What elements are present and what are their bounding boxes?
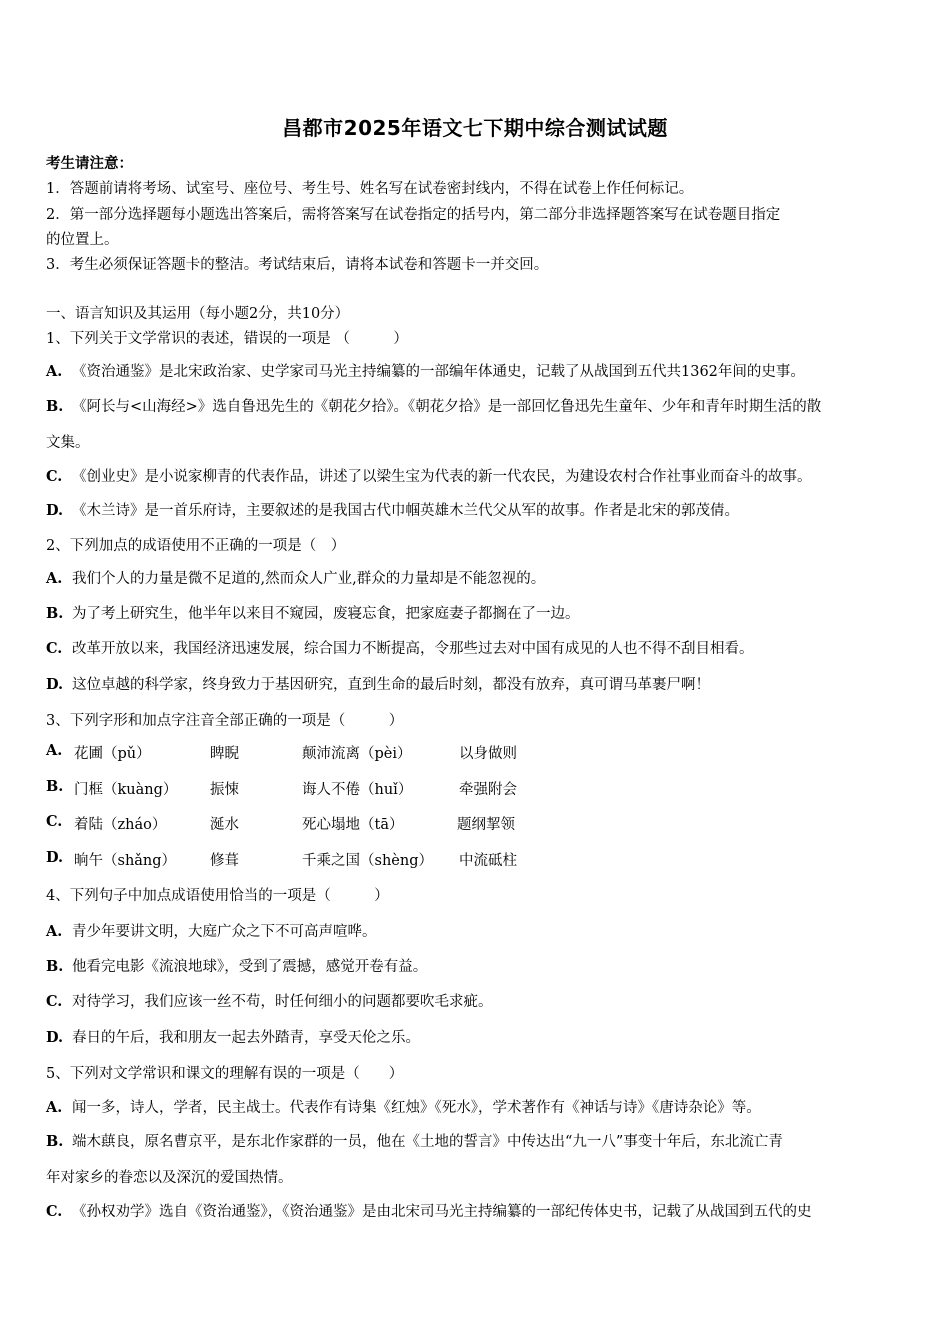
question-2-stem: 2、下列加点的成语使用不正确的一项是（ ） xyxy=(46,538,346,554)
q2-option-a: A. 我们个人的力量是微不足道的,然而众人广业,群众的力量却是不能忽视的。 xyxy=(46,570,546,587)
question-5-stem: 5、下列对文学常识和课文的理解有误的一项是（ ） xyxy=(46,1066,404,1082)
q4-option-a: A. 青少年要讲文明，大庭广众之下不可高声喧哗。 xyxy=(46,923,377,940)
q1-option-c: C. 《创业史》是小说家柳青的代表作品，讲述了以梁生宝为代表的新一代农民，为建设农村合作社事业而奋斗的故事。 xyxy=(46,468,812,485)
q2-option-b: B. 为了考上研究生，他半年以来目不窥园，废寝忘食，把家庭妻子都搁在了一边。 xyxy=(46,605,580,622)
section-heading: 一、语言知识及其运用（每小题2分，共10分） xyxy=(46,306,350,322)
q5-option-b-cont: 年对家乡的眷恋以及深沉的爱国热情。 xyxy=(46,1170,293,1186)
q1-option-a: A. 《资治通鉴》是北宋政治家、史学家司马光主持编纂的一部编年体通史，记载了从战国到五代共1362年间的史事。 xyxy=(46,363,805,380)
q1-option-d: D. 《木兰诗》是一首乐府诗，主要叙述的是我国古代巾帼英雄木兰代父从军的故事。作者是北宋的郭茂倩。 xyxy=(46,502,739,519)
question-1-stem: 1、下列关于文学常识的表述，错误的一项是 （ ） xyxy=(46,331,408,347)
q2-option-c: C. 改革开放以来，我国经济迅速发展，综合国力不断提高，令那些过去对中国有成见的人也不得不刮目相看。 xyxy=(46,640,754,657)
q5-option-b: B. 端木蕻良，原名曹京平，是东北作家群的一员，他在《土地的誓言》中传达出“九一八”事变十年后，东北流亡青 xyxy=(46,1133,783,1150)
question-4-stem: 4、下列句子中加点成语使用恰当的一项是（ ） xyxy=(46,888,389,904)
notice-item: 2．第一部分选择题每小题选出答案后，需将答案写在试卷指定的括号内，第二部分非选择题答案写在试卷题目指定 xyxy=(46,207,781,223)
q1-option-b: B. 《阿长与<山海经>》选自鲁迅先生的《朝花夕拾》。《朝花夕拾》是一部回忆鲁迅先生童年、少年和青年时期生活的散 xyxy=(46,398,822,415)
q4-option-d: D. 春日的午后，我和朋友一起去外踏青，享受天伦之乐。 xyxy=(46,1029,420,1046)
q5-option-c: C. 《孙权劝学》选自《资治通鉴》，《资治通鉴》是由北宋司马光主持编纂的一部纪传体史书，记载了从战国到五代的史 xyxy=(46,1203,812,1220)
exam-page: 昌都市2025年语文七下期中综合测试试题 考生请注意： 1．答题前请将考场、试室号、座位号、考生号、姓名写在试卷密封线内，不得在试卷上作任何标记。 2．第一部分选择题每小题选出答案后，需将答案写在试卷指定的括号内，第二部分非选择题答案写在试卷题目指定 的位置上。 3．考生必须保证答题卡的整洁。考试结束后，请将本试卷和答题卡一并交回。 一、语言知识及其运用（每小题2分，共10分） 1、下列关于文学常识的表述，错误的一项是 （ ） A. 《资治通鉴》是北宋政治家、史学家司马光主持编纂的一部编年体通史，记载了从战国到五代共1362年间的史事。 B. 《阿长与<山海经>》选自鲁迅先生的《朝花夕拾》。《朝花夕拾》是一部回忆鲁迅先生童年、少年和青年时期生活的散 文集。 C. 《创业史》是小说家柳青的代表作品，讲述了以梁生宝为代表的新一代农民，为建设农村合作社事业而奋斗的故事。 D. 《木兰诗》是一首乐府诗，主要叙述的是我国古代巾帼英雄木兰代父从军的故事。作者是北宋的郭茂倩。 2、下列加点的成语使用不正确的一项是（ ） A. 我们个人的力量是微不足道的,然而众人广业,群众的力量却是不能忽视的。 B. 为了考上研究生，他半年以来目不窥园，废寝忘食，把家庭妻子都搁在了一边。 C. 改革开放以来，我国经济迅速发展，综合国力不断提高，令那些过去对中国有成见的人也不得不刮目相看。 D. 这位卓越的科学家，终身致力于基因研究，直到生命的最后时刻，都没有放弃，真可谓马革裹尸啊！ 3、下列字形和加点字注音全部正确的一项是（ ） A. 花圃（pǔ） 睥睨 颠沛流离（pèi） 以身做则 B. 门框（kuàng） 振悚 诲人不倦（huǐ） 牵强附会 C. 着陆（zháo） 涎水 死心塌地（tā） 题纲挈领 D. 晌午（shǎng） 修葺 千乘之国（shèng） 中流砥柱 4、下列句子中加点成语使用恰当的一项是（ ） A. 青少年要讲文明，大庭广众之下不可高声喧哗。 B. 他看完电影《流浪地球》，受到了震撼，感觉开卷有益。 C. 对待学习，我们应该一丝不苟，时任何细小的问题都要吹毛求疵。 D. 春日的午后，我和朋友一起去外踏青，享受天伦之乐。 5、下列对文学常识和课文的理解有误的一项是（ ） A. 闻一多，诗人，学者，民主战士。代表作有诗集《红烛》《死水》，学术著作有《神话与诗》《唐诗杂论》等。 B. 端木蕻良，原名曹京平，是东北作家群的一员，他在《土地的誓言》中传达出“九一八”事变十年后，东北流亡青 年对家乡的眷恋以及深沉的爱国热情。 C. 《孙权劝学》选自《资治通鉴》，《资治通鉴》是由北宋司马光主持编纂的一部纪传体史书，记载了从战国到五代的史 xyxy=(0,0,950,1344)
question-3-stem: 3、下列字形和加点字注音全部正确的一项是（ ） xyxy=(46,713,404,729)
q1-option-b-cont: 文集。 xyxy=(46,435,90,451)
q4-option-c: C. 对待学习，我们应该一丝不苟，时任何细小的问题都要吹毛求疵。 xyxy=(46,993,493,1010)
notice-heading: 考生请注意： xyxy=(46,155,133,172)
q5-option-a: A. 闻一多，诗人，学者，民主战士。代表作有诗集《红烛》《死水》，学术著作有《神话与诗》《唐诗杂论》等。 xyxy=(46,1099,761,1116)
q2-option-d: D. 这位卓越的科学家，终身致力于基因研究，直到生命的最后时刻，都没有放弃，真可谓马革裹尸啊！ xyxy=(46,676,710,693)
notice-item: 的位置上。 xyxy=(46,232,119,248)
notice-item: 1．答题前请将考场、试室号、座位号、考生号、姓名写在试卷密封线内，不得在试卷上作任何标记。 xyxy=(46,181,694,197)
notice-item: 3．考生必须保证答题卡的整洁。考试结束后，请将本试卷和答题卡一并交回。 xyxy=(46,257,549,273)
q4-option-b: B. 他看完电影《流浪地球》，受到了震撼，感觉开卷有益。 xyxy=(46,958,428,975)
page-title: 昌都市2025年语文七下期中综合测试试题 xyxy=(282,116,668,140)
